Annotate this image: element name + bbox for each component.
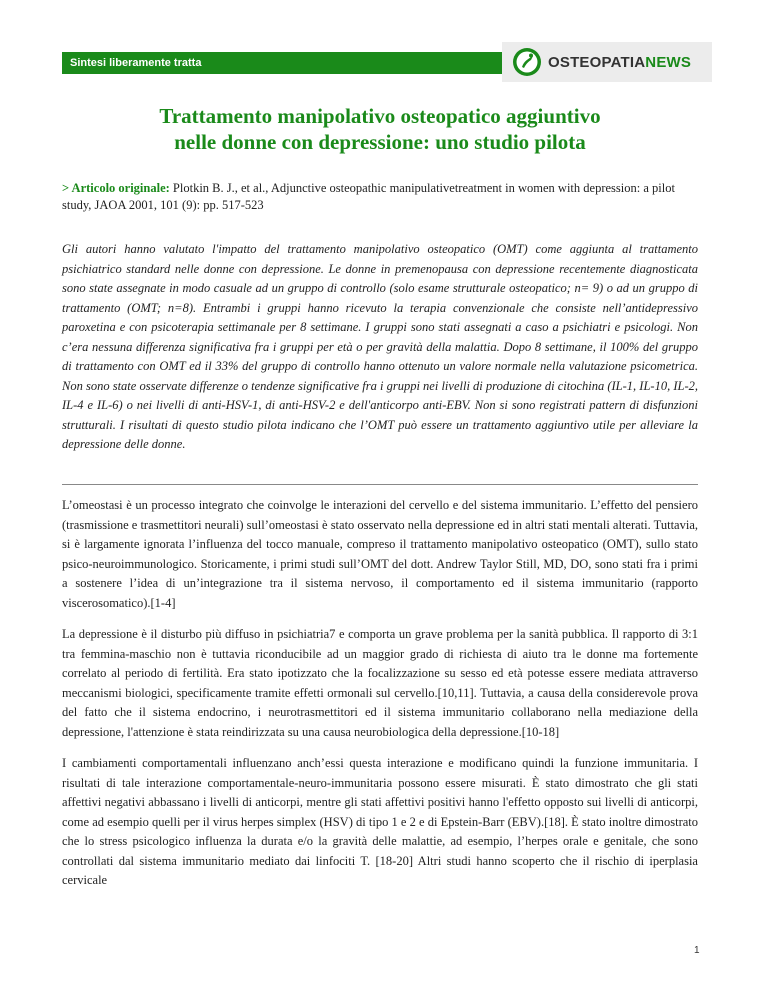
body-paragraph: I cambiamenti comportamentali influenzano anch’essi questa interazione e modificano quindi la funzione immunitaria. I risultati di tale interazione comportamentale-neuro-immunitaria possono essere misurati. È stato dimostrato che gli stati affettivi negativi abbassano i livelli di anticorpi, mentre gli stati affettivi positivi hanno l'effetto opposto sui livelli di anticorpi, come ad esempio quelli per il virus herpes simplex (HSV) di tipo 1 e 2 e di Epstein-Barr (EBV).[18]. È stato inoltre dimostrato che lo stress psicologico influenza la durata e/o la gravità delle malattie, ad esempio, l’herpes orale e genitale, che sono controllati dal sistema immunitario mediato dai linfociti T. [18-20] Altri studi hanno scoperto che il rischio di iperplasia cervicale <box>62 756 698 887</box>
abstract: Gli autori hanno valutato l'impatto del trattamento manipolativo osteopatico (OMT) come aggiunta al trattamento psichiatrico standard nelle donne con depressione. Le donne in premenopausa con depressione recentemente diagnosticata sono state assegnate in modo casuale ad un gruppo di controllo (solo esame strutturale osteopatico; n= 9) o ad un gruppo di trattamento (OMT; n=8). Entrambi i gruppi hanno ricevuto la terapia convenzionale che consiste nell’antidepressivo paroxetina e con psicoterapia settimanale per 8 settimane. I gruppi sono stati assegnati a caso a psichiatri e psicologi. Non c’era nessuna differenza significativa fra i gruppi per età o per gravità della malattia. Dopo 8 settimane, il 100% del gruppo di trattamento con OMT ed il 33% del gruppo di controllo hanno ottenuto un valore normale nella valutazione psicometrica. Non sono state osservate differenze o tendenze significative fra i gruppi nei livelli di produzione di citochina (IL-1, IL-10, IL-2, IL-4 e IL-6) o nei livelli di anti-HSV-1, di anti-HSV-2 e dell'anticorpo anti-EBV. Non si sono registrati pattern di disfunzioni strutturali. I risultati di questo studio pilota indicano che l’OMT può essere un trattamento aggiuntivo utile per alleviare la depressione delle donne. <box>62 242 698 451</box>
logo-brand: OSTEOPATIA <box>548 53 646 71</box>
original-article-reference <box>62 180 698 214</box>
article-body <box>62 496 698 903</box>
section-divider <box>62 484 698 485</box>
osteopatianews-logo-icon <box>512 47 542 77</box>
header-banner <box>62 52 502 74</box>
page-number: 1 <box>694 945 700 956</box>
body-paragraph: La depressione è il disturbo più diffuso in psichiatria7 e comporta un grave problema per la sanità pubblica. Il rapporto di 3:1 tra femmina-maschio non è tuttavia riconducibile ad un maggior grado di richiesta di aiuto tra le donne ma fortemente correlato al periodo di fertilità. Era stato ipotizzato che la focalizzazione su sesso ed età potesse essere mediata attraverso meccanismi biologici, specificamente tramite effetti ormonali sul cervello.[10,11]. Tuttavia, a causa della considerevole prova del fatto che il sistema endocrino, i neurotrasmettitori ed il sistema immunitario collaborano nella mediazione della depressione, l'attenzione è stata reindirizzata su una causa neurobiologica della depressione.[10-18] <box>62 627 698 739</box>
logo-suffix: NEWS <box>645 53 692 71</box>
banner-label: Sintesi liberamente tratta <box>70 57 202 69</box>
osteopatianews-logo[interactable] <box>502 42 712 82</box>
body-paragraph: L’omeostasi è un processo integrato che coinvolge le interazioni del cervello e del sistema immunitario. L’effetto del pensiero (trasmissione e trasmettitori neurali) sull’omeostasi è stato osservato nella depressione ed in altri stati mentali alterati. Tuttavia, si è largamente ignorata l’influenza del tocco manuale, compreso il trattamento manipolativo osteopatico (OMT), sullo stato psico-neuroimmunologico. Storicamente, i primi studi sull’OMT del dott. Andrew Taylor Still, MD, DO, sono stati fra i primi a sostenere l’idea di un’integrazione tra il sistema nervoso, il comportamento ed il sistema immunitario (rapporto viscerosomatico).[1-4] <box>62 498 698 610</box>
article-title <box>62 103 698 155</box>
logo-wordmark <box>548 54 691 71</box>
source-citation: Plotkin B. J., et al., Adjunctive osteopathic manipulativetreatment in women with depression: a pilot study, JAOA 2001, 101 (9): pp. 517-523 <box>62 181 675 212</box>
title-line-1: Trattamento manipolativo osteopatico aggiuntivo <box>159 104 601 128</box>
source-label: > Articolo originale: <box>62 181 170 195</box>
title-line-2: nelle donne con depressione: uno studio pilota <box>174 130 586 154</box>
